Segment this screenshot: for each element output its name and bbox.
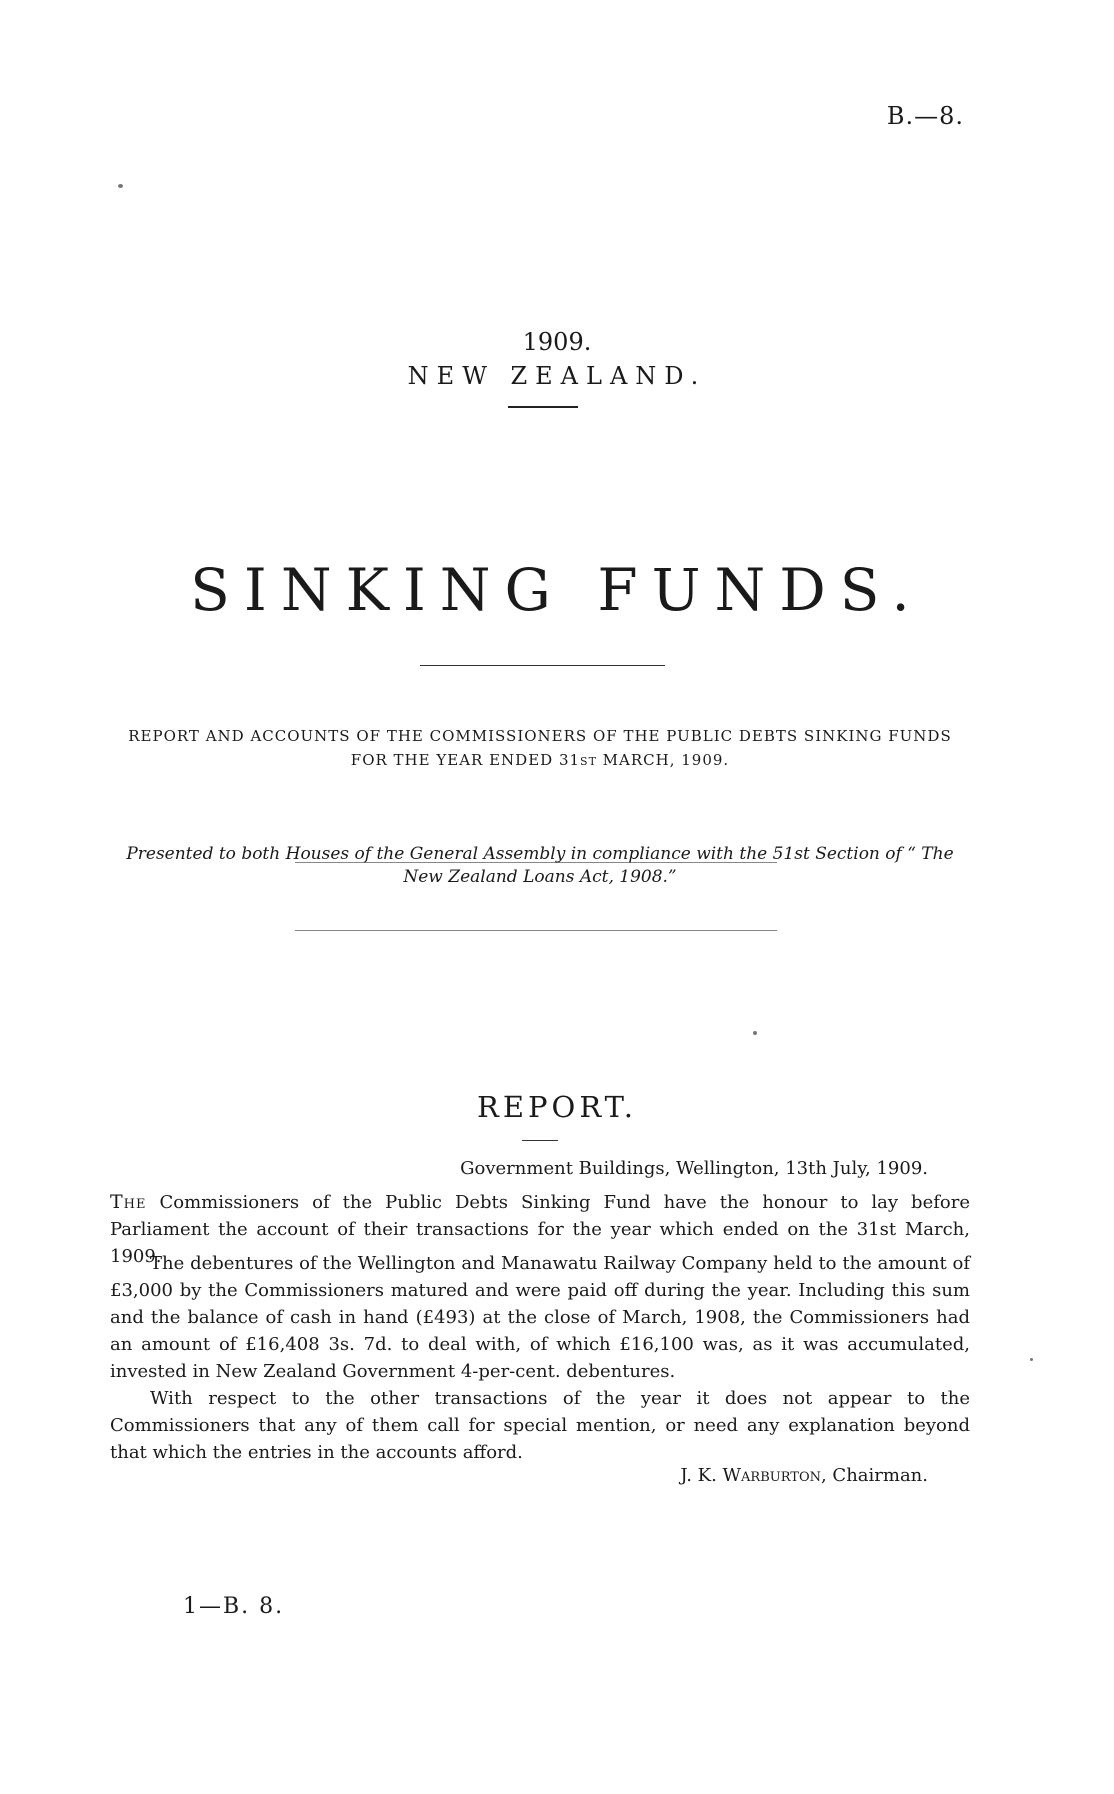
paragraph-lead-word: The [110, 1191, 147, 1213]
report-dateline: Government Buildings, Wellington, 13th July, 1909. [460, 1158, 928, 1179]
presentation-note-line-1: Presented to both Houses of the General Assembly in compliance with the 51st Section of “ The [126, 844, 954, 864]
report-heading: REPORT. [477, 1090, 637, 1124]
report-paragraph-3: With respect to the other transactions of the year it does not appear to the Commissioners that any of them call for special mention, or need any explanation beyond that which the entries in the accounts afford. [110, 1388, 970, 1463]
subtitle-line-2 [110, 748, 970, 774]
subtitle-line-2-start: FOR THE YEAR ENDED 31 [350, 751, 581, 769]
document-reference-bottom: 1—B. 8. [183, 1594, 285, 1619]
signature-initials: J. K. [680, 1465, 723, 1486]
divider [522, 1140, 558, 1141]
print-speck [118, 184, 123, 188]
print-speck [753, 1031, 757, 1035]
presentation-note [110, 843, 970, 889]
signature [680, 1465, 928, 1486]
signature-name: Warburton [722, 1465, 821, 1486]
divider [295, 930, 777, 931]
subtitle-ordinal-suffix: ST [580, 755, 597, 768]
signature-title: , Chairman. [820, 1465, 928, 1486]
document-year: 1909. [522, 328, 592, 356]
document-country: NEW ZEALAND. [407, 362, 707, 390]
presentation-note-line-2: New Zealand Loans Act, 1908.” [403, 867, 677, 887]
report-paragraph-2: The debentures of the Wellington and Manawatu Railway Company held to the amount of £3,000 by the Commissioners matured and were paid off during the year. Including this sum and the balance of cash in hand (£493) at the close of March, 1908, the Commissioners had an amount of £16,408 3s. 7d. to deal with, of which £16,100 was, as it was accumulated, invested in New Zealand Government 4-per-cent. debentures. [110, 1253, 970, 1382]
document-reference-top: B.—8. [886, 102, 964, 130]
divider [420, 665, 665, 666]
paragraph-1-text: Commissioners of the Public Debts Sinking Fund have the honour to lay before Parliament the account of their transactions for the year which ended on the 31st March, 1909. [110, 1192, 970, 1267]
subtitle-line-1: REPORT AND ACCOUNTS OF THE COMMISSIONERS OF THE PUBLIC DEBTS SINKING FUNDS [128, 727, 952, 745]
print-speck [1030, 1358, 1033, 1361]
subtitle-line-2-end: MARCH, 1909. [596, 751, 730, 769]
document-subtitle [110, 724, 970, 774]
divider [508, 406, 578, 408]
document-title: SINKING FUNDS. [190, 556, 924, 624]
